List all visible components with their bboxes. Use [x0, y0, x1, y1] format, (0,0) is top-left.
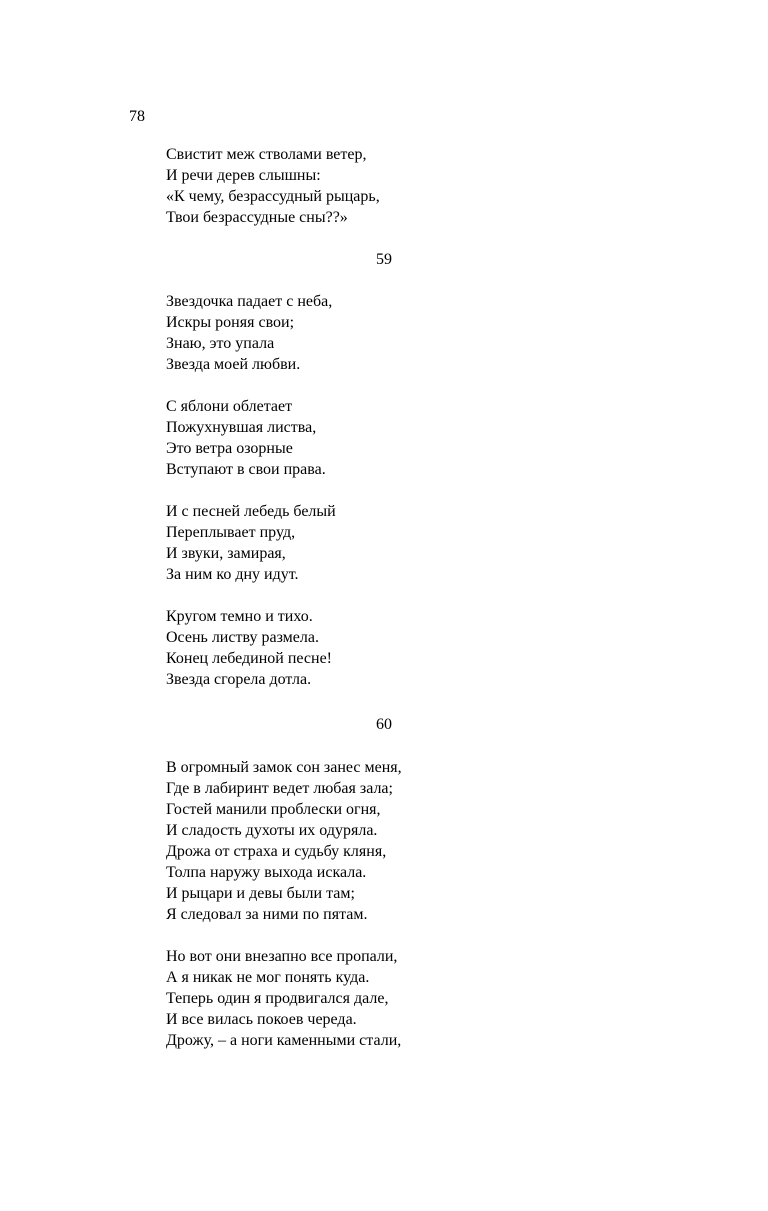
poem-60 [166, 757, 606, 1051]
poem-line: Где в лабиринт ведет любая зала; [166, 780, 393, 797]
poem-line: И рыцари и девы были там; [166, 885, 355, 902]
poem-line: Свистит меж стволами ветер, [166, 146, 367, 163]
poem-number: 59 [376, 251, 392, 268]
poem-number: 60 [376, 716, 392, 733]
stanza [166, 291, 606, 375]
poem-59 [166, 291, 606, 690]
poem-line: Пожухнувшая листва, [166, 419, 317, 436]
stanza [166, 946, 606, 1051]
poem-line: Дрожу, – а ноги каменными стали, [166, 1032, 402, 1049]
poem-line: И все вилась покоев череда. [166, 1011, 357, 1028]
poem-line: Знаю, это упала [166, 335, 275, 352]
poem-line: Искры роняя свои; [166, 314, 295, 331]
poem-line: С яблони облетает [166, 398, 293, 415]
poem-line: Звездочка падает с неба, [166, 293, 333, 310]
stanza [166, 144, 606, 228]
poem-line: Вступают в свои права. [166, 461, 326, 478]
poem-line: Звезда моей любви. [166, 356, 301, 373]
poem-line: И с песней лебедь белый [166, 503, 336, 520]
stanza [166, 606, 606, 690]
poem-line: Звезда сгорела дотла. [166, 671, 312, 688]
poem-line: В огромный замок сон занес меня, [166, 759, 402, 776]
poem-line: Твои безрассудные сны??» [166, 209, 348, 226]
poem-line: И речи дерев слышны: [166, 167, 321, 184]
stanza [166, 396, 606, 480]
poem-line: Дрожа от страха и судьбу кляня, [166, 843, 387, 860]
poem-line: За ним ко дну идут. [166, 566, 299, 583]
poem-line: Конец лебединой песне! [166, 650, 332, 667]
poem-line: Осень листву размела. [166, 629, 319, 646]
poem-line: Толпа наружу выхода искала. [166, 864, 367, 881]
poem-line: Но вот они внезапно все пропали, [166, 948, 398, 965]
poem-line: Это ветра озорные [166, 440, 293, 457]
poem-line: Я следовал за ними по пятам. [166, 906, 368, 923]
poem-line: «К чему, безрассудный рыцарь, [166, 188, 380, 205]
stanza [166, 757, 606, 925]
poem-line: А я никак не мог понять куда. [166, 969, 370, 986]
page-number: 78 [129, 108, 145, 125]
stanza [166, 501, 606, 585]
poem-continuation [166, 144, 606, 228]
poem-line: Гостей манили проблески огня, [166, 801, 381, 818]
poem-line: И сладость духоты их одуряла. [166, 822, 378, 839]
poem-line: Кругом темно и тихо. [166, 608, 313, 625]
poem-line: И звуки, замирая, [166, 545, 286, 562]
poem-line: Теперь один я продвигался дале, [166, 990, 389, 1007]
poem-line: Переплывает пруд, [166, 524, 296, 541]
